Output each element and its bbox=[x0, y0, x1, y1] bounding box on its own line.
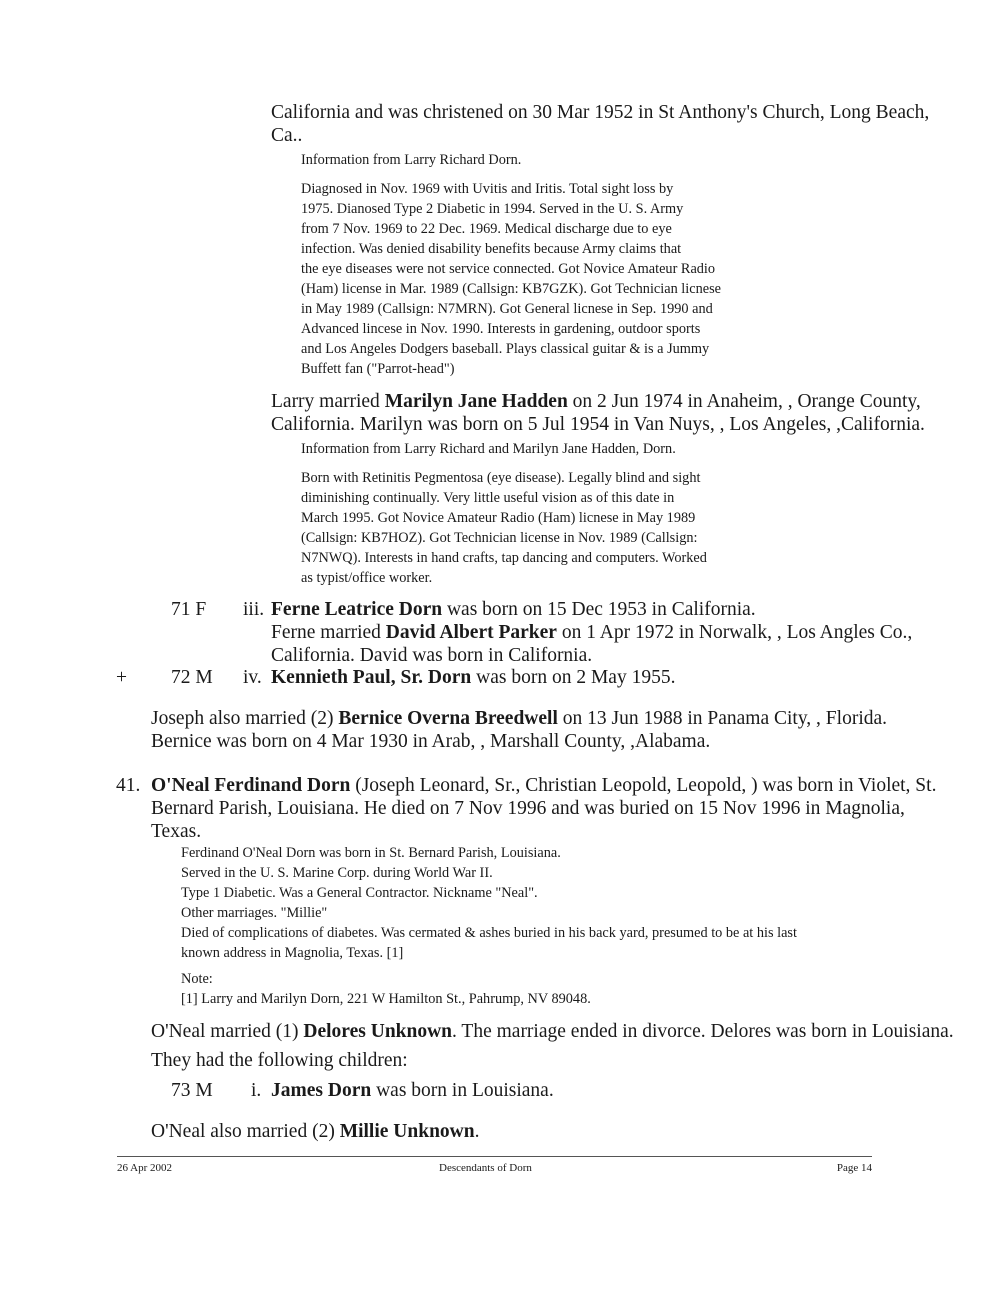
note-label: Note: bbox=[181, 971, 213, 987]
text-line: Bernard Parish, Louisiana. He died on 7 Nov 1996 and was buried on 15 Nov 1996 in Magnolia, bbox=[151, 798, 905, 819]
person-number: 41. bbox=[116, 775, 141, 796]
marriage-line bbox=[271, 621, 912, 644]
spouse-name: Marilyn Jane Hadden bbox=[384, 391, 568, 412]
text: . The marriage ended in divorce. Delores was born in Louisiana. bbox=[452, 1021, 954, 1042]
text-line: Ca.. bbox=[271, 125, 303, 146]
note-line: known address in Magnolia, Texas. [1] bbox=[181, 945, 404, 961]
note-line: March 1995. Got Novice Amateur Radio (Ham) licnese in May 1989 bbox=[301, 510, 696, 526]
child-name: Ferne Leatrice Dorn bbox=[271, 599, 443, 620]
note-line: the eye diseases were not service connected. Got Novice Amateur Radio bbox=[301, 261, 716, 277]
text: O'Neal married (1) bbox=[151, 1021, 304, 1042]
child-line bbox=[271, 666, 675, 689]
child-name: Kennieth Paul, Sr. Dorn bbox=[271, 667, 472, 688]
marriage-line bbox=[151, 1120, 479, 1143]
child-roman: iv. bbox=[243, 667, 262, 688]
person-name: O'Neal Ferdinand Dorn bbox=[151, 775, 351, 796]
text: O'Neal also married (2) bbox=[151, 1121, 340, 1142]
person-line bbox=[151, 774, 936, 797]
note-line: Other marriages. "Millie" bbox=[181, 905, 328, 921]
text-line: California. Marilyn was born on 5 Jul 1954 in Van Nuys, , Los Angeles, ,California. bbox=[271, 414, 925, 435]
note-line: Buffett fan ("Parrot-head") bbox=[301, 361, 455, 377]
note-line: Ferdinand O'Neal Dorn was born in St. Bernard Parish, Louisiana. bbox=[181, 845, 561, 861]
spouse-name: Millie Unknown bbox=[339, 1121, 475, 1142]
note-line: 1975. Dianosed Type 2 Diabetic in 1994. Served in the U. S. Army bbox=[301, 201, 684, 217]
marriage-line bbox=[271, 390, 921, 413]
note-line: (Callsign: KB7HOZ). Got Technician license in Nov. 1989 (Callsign: bbox=[301, 530, 698, 546]
text: Larry married bbox=[271, 391, 385, 412]
note-line: infection. Was denied disability benefits because Army claims that bbox=[301, 241, 682, 257]
note-line: Type 1 Diabetic. Was a General Contractor. Nickname "Neal". bbox=[181, 885, 538, 901]
note-line: diminishing continually. Very little useful vision as of this date in bbox=[301, 490, 675, 506]
child-id: 73 M bbox=[171, 1080, 213, 1101]
note-line: (Ham) license in Mar. 1989 (Callsign: KB7GZK). Got Technician licnese bbox=[301, 281, 721, 297]
child-id: 71 F bbox=[171, 599, 207, 620]
spouse-name: Bernice Overna Breedwell bbox=[338, 708, 558, 729]
text-line: California and was christened on 30 Mar 1952 in St Anthony's Church, Long Beach, bbox=[271, 102, 930, 123]
note-info: Information from Larry Richard Dorn. bbox=[301, 152, 522, 168]
child-name: James Dorn bbox=[271, 1080, 372, 1101]
text: on 2 Jun 1974 in Anaheim, , Orange County, bbox=[567, 391, 921, 412]
spouse-name: Delores Unknown bbox=[303, 1021, 453, 1042]
child-roman: iii. bbox=[243, 599, 265, 620]
note-body bbox=[301, 179, 721, 379]
footer-title: Descendants of Dorn bbox=[439, 1162, 532, 1174]
note-body bbox=[181, 843, 797, 963]
text-line: Bernice was born on 4 Mar 1930 in Arab, , Marshall County, ,Alabama. bbox=[151, 731, 711, 752]
spouse-name: David Albert Parker bbox=[385, 622, 557, 643]
child-line bbox=[271, 598, 756, 621]
child-roman: i. bbox=[251, 1080, 262, 1101]
text: on 13 Jun 1988 in Panama City, , Florida. bbox=[557, 708, 888, 729]
note-line: in May 1989 (Callsign: N7MRN). Got General licnese in Sep. 1990 and bbox=[301, 301, 713, 317]
note-line: N7NWQ). Interests in hand crafts, tap dancing and computers. Worked bbox=[301, 550, 707, 566]
note-line: and Los Angeles Dodgers baseball. Plays classical guitar & is a Jummy bbox=[301, 341, 710, 357]
footer-page: Page 14 bbox=[836, 1162, 872, 1174]
footer-rule bbox=[117, 1156, 872, 1157]
note-line: from 7 Nov. 1969 to 22 Dec. 1969. Medical discharge due to eye bbox=[301, 221, 672, 237]
child-line bbox=[271, 1079, 554, 1102]
note-line: Served in the U. S. Marine Corp. during World War II. bbox=[181, 865, 493, 881]
note-line: Diagnosed in Nov. 1969 with Uvitis and Iritis. Total sight loss by bbox=[301, 181, 674, 197]
note-body bbox=[301, 468, 707, 588]
text: Joseph also married (2) bbox=[151, 708, 339, 729]
note-reference: [1] Larry and Marilyn Dorn, 221 W Hamilton St., Pahrump, NV 89048. bbox=[181, 991, 591, 1007]
child-id: 72 M bbox=[171, 667, 213, 688]
text-line: Texas. bbox=[151, 821, 202, 842]
text: was born in Louisiana. bbox=[371, 1080, 554, 1101]
note-line: Advanced lincese in Nov. 1990. Interests in gardening, outdoor sports bbox=[301, 321, 701, 337]
text: on 1 Apr 1972 in Norwalk, , Los Angles Co., bbox=[556, 622, 913, 643]
children-intro: They had the following children: bbox=[151, 1050, 408, 1071]
text: Ferne married bbox=[271, 622, 386, 643]
text: (Joseph Leonard, Sr., Christian Leopold, Leopold, ) was born in Violet, St. bbox=[350, 775, 937, 796]
note-info: Information from Larry Richard and Marilyn Jane Hadden, Dorn. bbox=[301, 441, 676, 457]
note-line: as typist/office worker. bbox=[301, 570, 433, 586]
note-line: Born with Retinitis Pegmentosa (eye disease). Legally blind and sight bbox=[301, 470, 701, 486]
text: . bbox=[474, 1121, 480, 1142]
plus-marker: + bbox=[116, 667, 127, 688]
text: was born on 15 Dec 1953 in California. bbox=[442, 599, 756, 620]
text-line: California. David was born in California. bbox=[271, 645, 593, 666]
note-line: Died of complications of diabetes. Was cermated & ashes buried in his back yard, presumed to be at his last bbox=[181, 925, 797, 941]
footer-date: 26 Apr 2002 bbox=[117, 1162, 172, 1174]
marriage-line bbox=[151, 1020, 954, 1043]
text: was born on 2 May 1955. bbox=[471, 667, 676, 688]
marriage-line bbox=[151, 707, 887, 730]
